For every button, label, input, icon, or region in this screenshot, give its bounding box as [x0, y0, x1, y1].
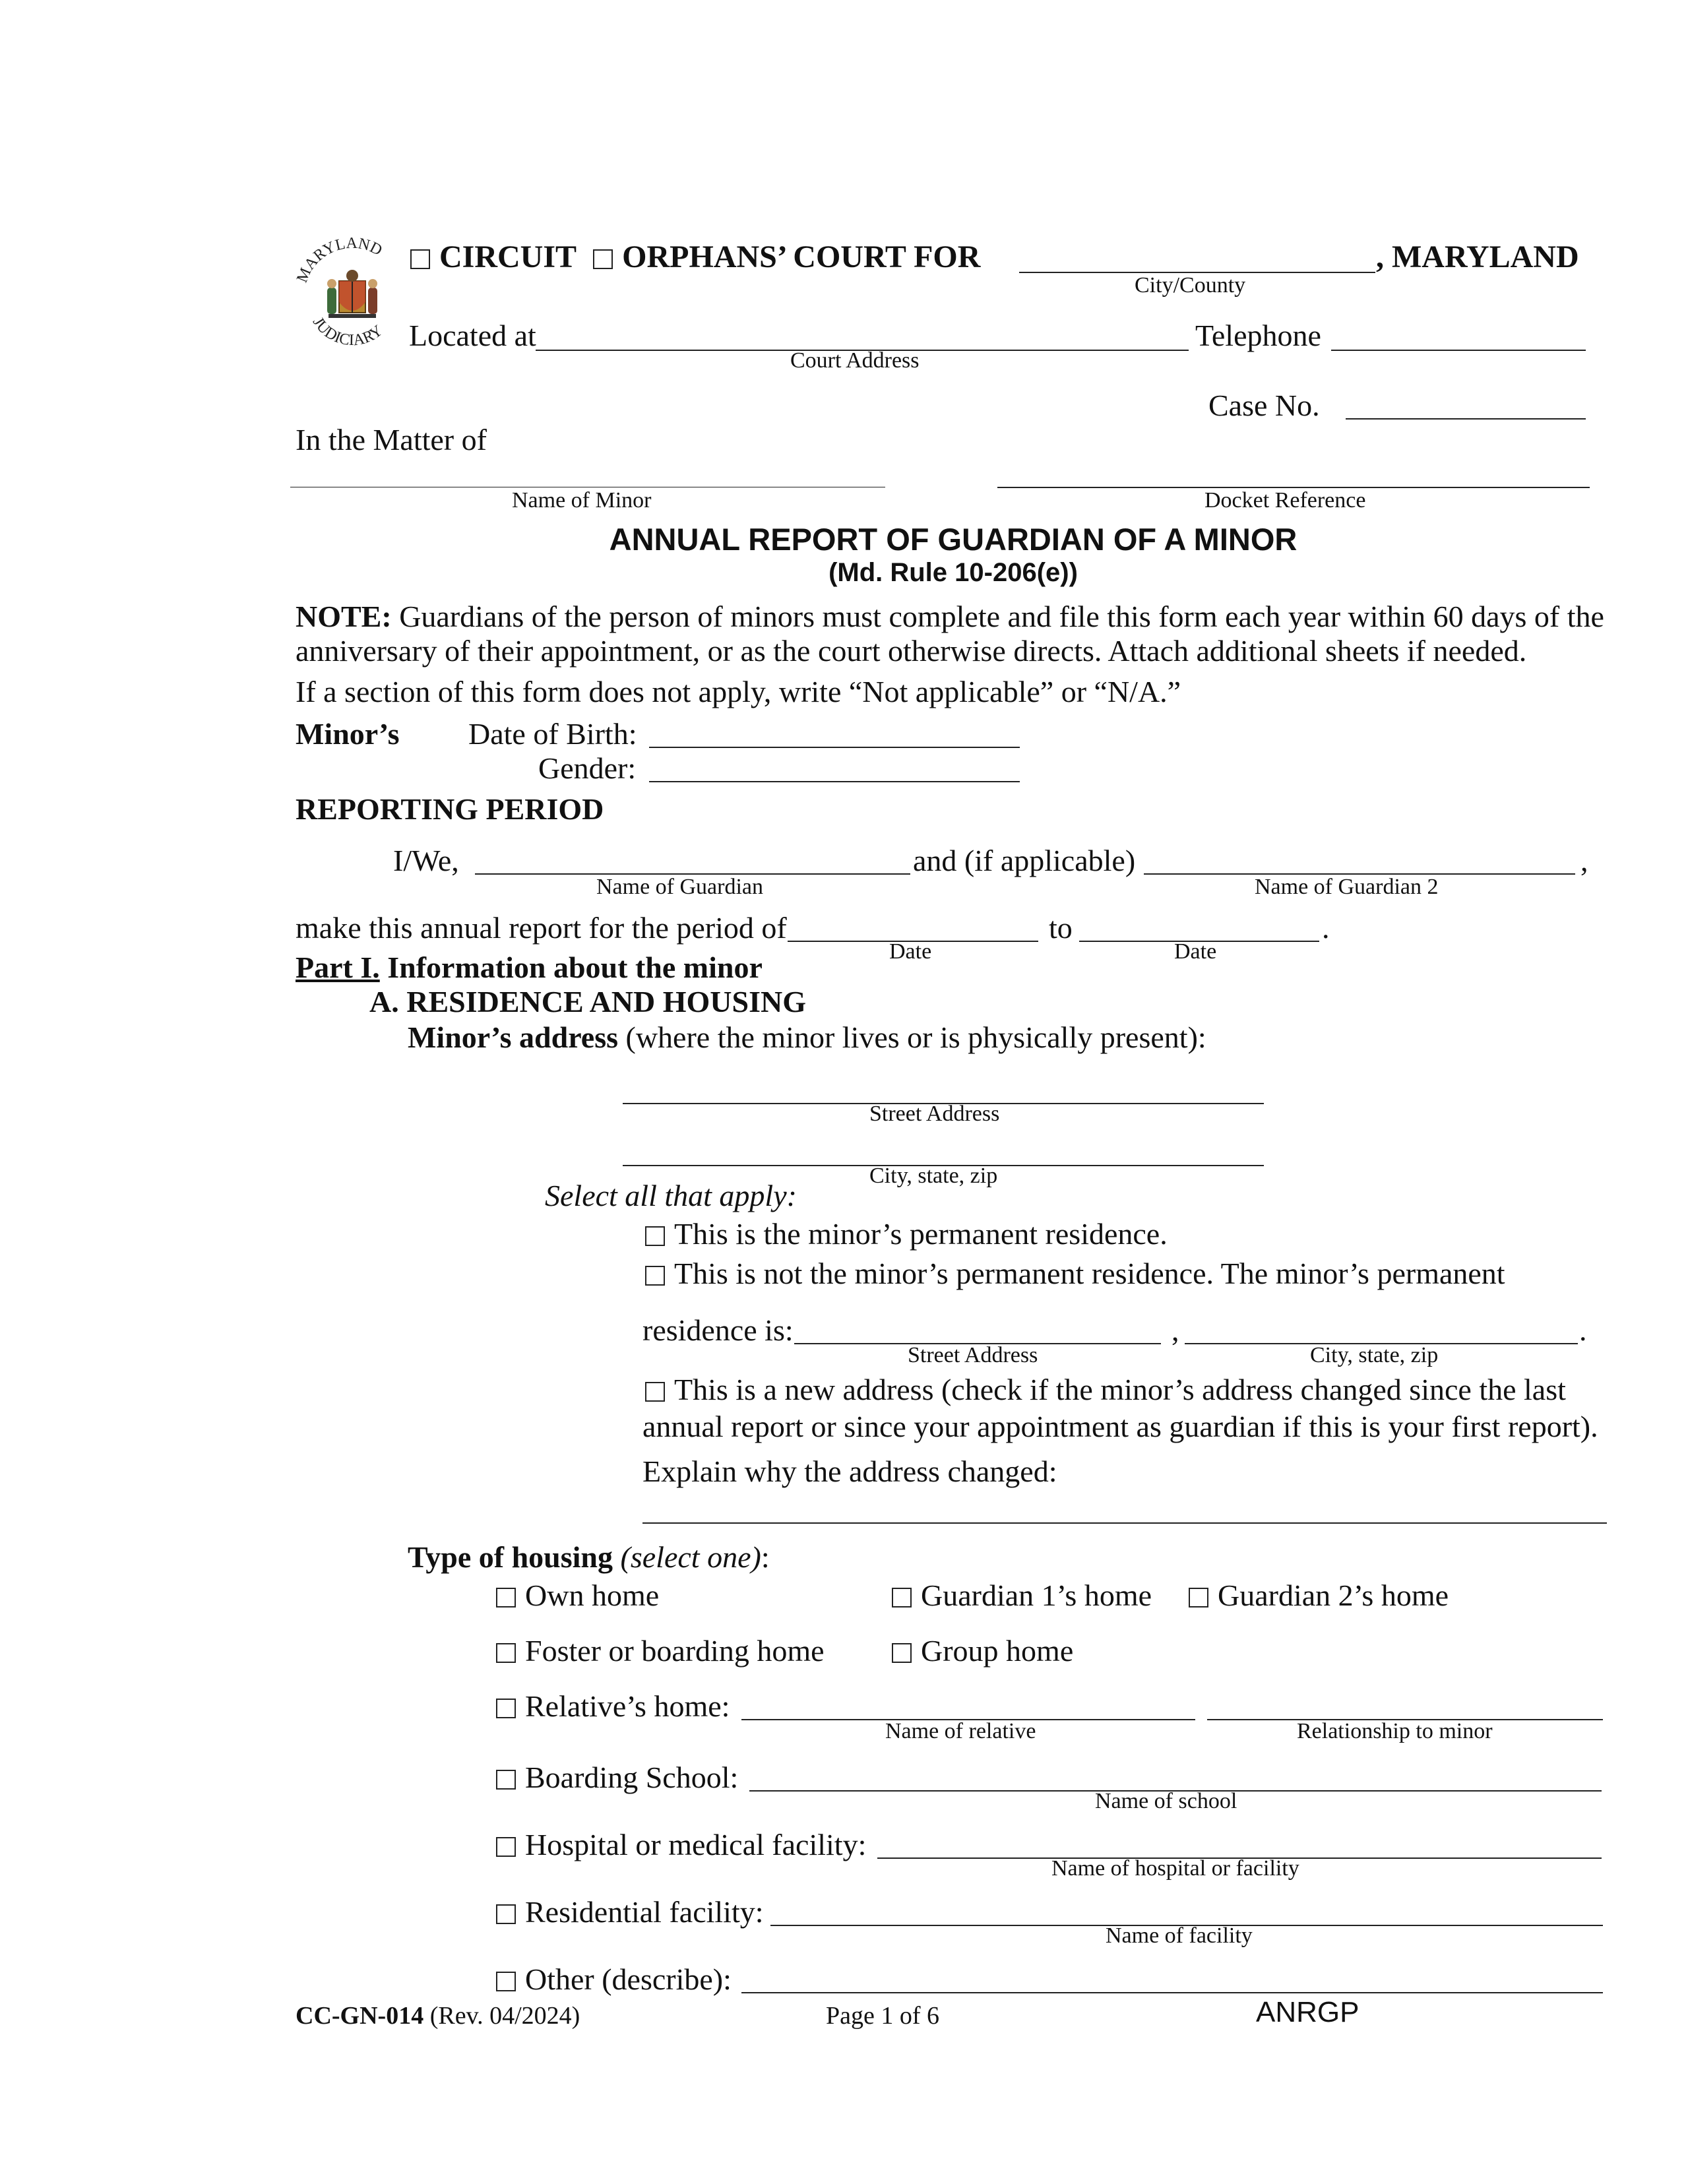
dob-label: Date of Birth: — [468, 717, 637, 751]
maryland-label: , MARYLAND — [1376, 239, 1579, 274]
group-home-checkbox[interactable] — [892, 1643, 912, 1663]
note-text-1: Guardians of the person of minors must complete and file this form each year within 60 days of the — [391, 600, 1604, 633]
new-address-label-1: This is a new address (check if the minor’s address changed since the last — [674, 1373, 1566, 1406]
new-address-checkbox[interactable] — [645, 1382, 665, 1402]
relative-name-caption: Name of relative — [885, 1719, 1036, 1743]
minor-label: Minor’s — [296, 717, 400, 751]
part1-label: Part I. — [296, 951, 380, 984]
period-to-label: to — [1049, 911, 1073, 945]
facility-name-caption: Name of facility — [1106, 1923, 1253, 1948]
court-address-caption: Court Address — [790, 348, 920, 373]
form-revision: (Rev. 04/2024) — [423, 2002, 580, 2030]
boarding-school-label: Boarding School: — [525, 1761, 739, 1794]
iwe-label: I/We, — [393, 844, 459, 877]
select-all-label: Select all that apply: — [545, 1179, 797, 1212]
new-address-option — [645, 1372, 1566, 1407]
new-address-label-2: annual report or since your appointment as guardian if this is your first report). — [642, 1410, 1598, 1443]
relative-home-checkbox[interactable] — [496, 1699, 516, 1718]
residential-facility-label: Residential facility: — [525, 1895, 764, 1929]
foster-home-checkbox[interactable] — [496, 1643, 516, 1663]
circuit-checkbox[interactable] — [410, 249, 430, 269]
other-description-field[interactable] — [741, 1992, 1603, 1993]
permanent-street-caption: Street Address — [908, 1343, 1038, 1367]
and-if-applicable-label: and (if applicable) — [913, 844, 1136, 877]
court-line — [410, 239, 980, 275]
page-number: Page 1 of 6 — [826, 2002, 940, 2030]
guardian2-home-option — [1189, 1578, 1449, 1613]
form-code: ANRGP — [1256, 1996, 1360, 2028]
svg-text:JUDICIARY: JUDICIARY — [309, 314, 387, 350]
boarding-school-checkbox[interactable] — [496, 1770, 516, 1790]
permanent-label: This is the minor’s permanent residence. — [674, 1217, 1168, 1251]
hospital-name-caption: Name of hospital or facility — [1051, 1856, 1299, 1881]
guardian1-home-option — [892, 1578, 1152, 1613]
note-label: NOTE: — [296, 600, 392, 633]
gender-label: Gender: — [538, 751, 637, 785]
other-option — [496, 1962, 732, 1997]
other-label: Other (describe): — [525, 1962, 732, 1996]
section-a-heading: A. RESIDENCE AND HOUSING — [369, 985, 807, 1018]
orphans-court-label: ORPHANS’ COURT FOR — [622, 239, 981, 274]
boarding-school-option — [496, 1760, 738, 1795]
period-end-dot: . — [1322, 911, 1330, 945]
city-county-caption: City/County — [1135, 273, 1246, 297]
case-no-field[interactable] — [1346, 418, 1586, 420]
period-end-caption: Date — [1174, 939, 1217, 964]
guardian1-home-checkbox[interactable] — [892, 1588, 912, 1607]
guardian1-home-label: Guardian 1’s home — [921, 1578, 1152, 1612]
own-home-checkbox[interactable] — [496, 1588, 516, 1607]
minor-street-caption: Street Address — [869, 1102, 1000, 1126]
svg-text:MARYLAND: MARYLAND — [296, 236, 385, 286]
guardian2-home-label: Guardian 2’s home — [1218, 1578, 1449, 1612]
period-start-caption: Date — [889, 939, 932, 964]
residence-period: . — [1579, 1313, 1587, 1347]
permanent-city-caption: City, state, zip — [1310, 1343, 1439, 1367]
seal-icon — [296, 236, 409, 368]
minor-address-line — [408, 1020, 1206, 1055]
docket-reference-caption: Docket Reference — [1204, 488, 1366, 513]
minor-city-caption: City, state, zip — [869, 1164, 998, 1188]
foster-home-option — [496, 1633, 825, 1668]
relationship-caption: Relationship to minor — [1297, 1719, 1493, 1743]
residence-comma: , — [1172, 1313, 1179, 1347]
period-text: make this annual report for the period of — [296, 911, 787, 945]
hospital-option — [496, 1827, 866, 1862]
dob-field[interactable] — [649, 747, 1020, 748]
school-name-caption: Name of school — [1095, 1789, 1237, 1813]
case-no-label: Case No. — [1208, 389, 1320, 422]
not-permanent-checkbox[interactable] — [645, 1266, 665, 1286]
gender-field[interactable] — [649, 781, 1020, 782]
relative-home-option — [496, 1689, 730, 1724]
housing-select-one: (select one) — [613, 1540, 761, 1574]
guardian2-home-checkbox[interactable] — [1189, 1588, 1208, 1607]
housing-heading — [408, 1540, 770, 1575]
hospital-checkbox[interactable] — [496, 1837, 516, 1857]
permanent-checkbox[interactable] — [645, 1226, 665, 1246]
own-home-label: Own home — [525, 1578, 660, 1612]
housing-label: Type of housing — [408, 1540, 613, 1574]
circuit-label: CIRCUIT — [439, 239, 577, 274]
part1-title: Information about the minor — [379, 951, 763, 984]
located-at-label: Located at — [409, 319, 536, 352]
note-line-3: If a section of this form does not apply, write “Not applicable” or “N/A.” — [296, 675, 1181, 708]
group-home-label: Group home — [921, 1634, 1074, 1668]
not-permanent-label: This is not the minor’s permanent residence. The minor’s permanent — [674, 1257, 1505, 1290]
maryland-judiciary-seal — [296, 236, 409, 368]
not-permanent-option — [645, 1256, 1505, 1291]
reporting-period-heading: REPORTING PERIOD — [296, 792, 604, 826]
explain-field[interactable] — [642, 1522, 1607, 1524]
foster-home-label: Foster or boarding home — [525, 1634, 825, 1668]
telephone-field[interactable] — [1331, 350, 1586, 351]
note-line-1 — [296, 599, 1604, 634]
form-title: ANNUAL REPORT OF GUARDIAN OF A MINOR — [609, 522, 1297, 557]
residential-facility-checkbox[interactable] — [496, 1904, 516, 1924]
telephone-label: Telephone — [1195, 319, 1321, 352]
form-rule: (Md. Rule 10-206(e)) — [828, 558, 1078, 587]
own-home-option — [496, 1578, 659, 1613]
residential-facility-option — [496, 1894, 764, 1929]
explain-label: Explain why the address changed: — [642, 1454, 1057, 1488]
group-home-option — [892, 1633, 1073, 1668]
note-line-2: anniversary of their appointment, or as the court otherwise directs. Attach additional sheets if needed. — [296, 634, 1527, 668]
hospital-label: Hospital or medical facility: — [525, 1828, 867, 1861]
residence-is-label: residence is: — [642, 1313, 794, 1347]
guardian-name-caption: Name of Guardian — [596, 875, 764, 899]
guardian2-name-caption: Name of Guardian 2 — [1255, 875, 1439, 899]
guardian-comma: , — [1580, 844, 1588, 877]
form-id: CC-GN-014 — [296, 2002, 424, 2030]
name-of-minor-caption: Name of Minor — [512, 488, 652, 513]
relative-home-label: Relative’s home: — [525, 1689, 730, 1723]
housing-colon: : — [761, 1540, 770, 1574]
other-checkbox[interactable] — [496, 1972, 516, 1991]
footer-form-id — [296, 2001, 580, 2030]
in-the-matter-label: In the Matter of — [296, 423, 487, 456]
minor-address-note: (where the minor lives or is physically present): — [618, 1020, 1206, 1054]
minor-address-label: Minor’s address — [408, 1020, 619, 1054]
permanent-option — [645, 1216, 1168, 1251]
part1-heading — [296, 950, 763, 985]
orphans-court-checkbox[interactable] — [593, 249, 613, 269]
